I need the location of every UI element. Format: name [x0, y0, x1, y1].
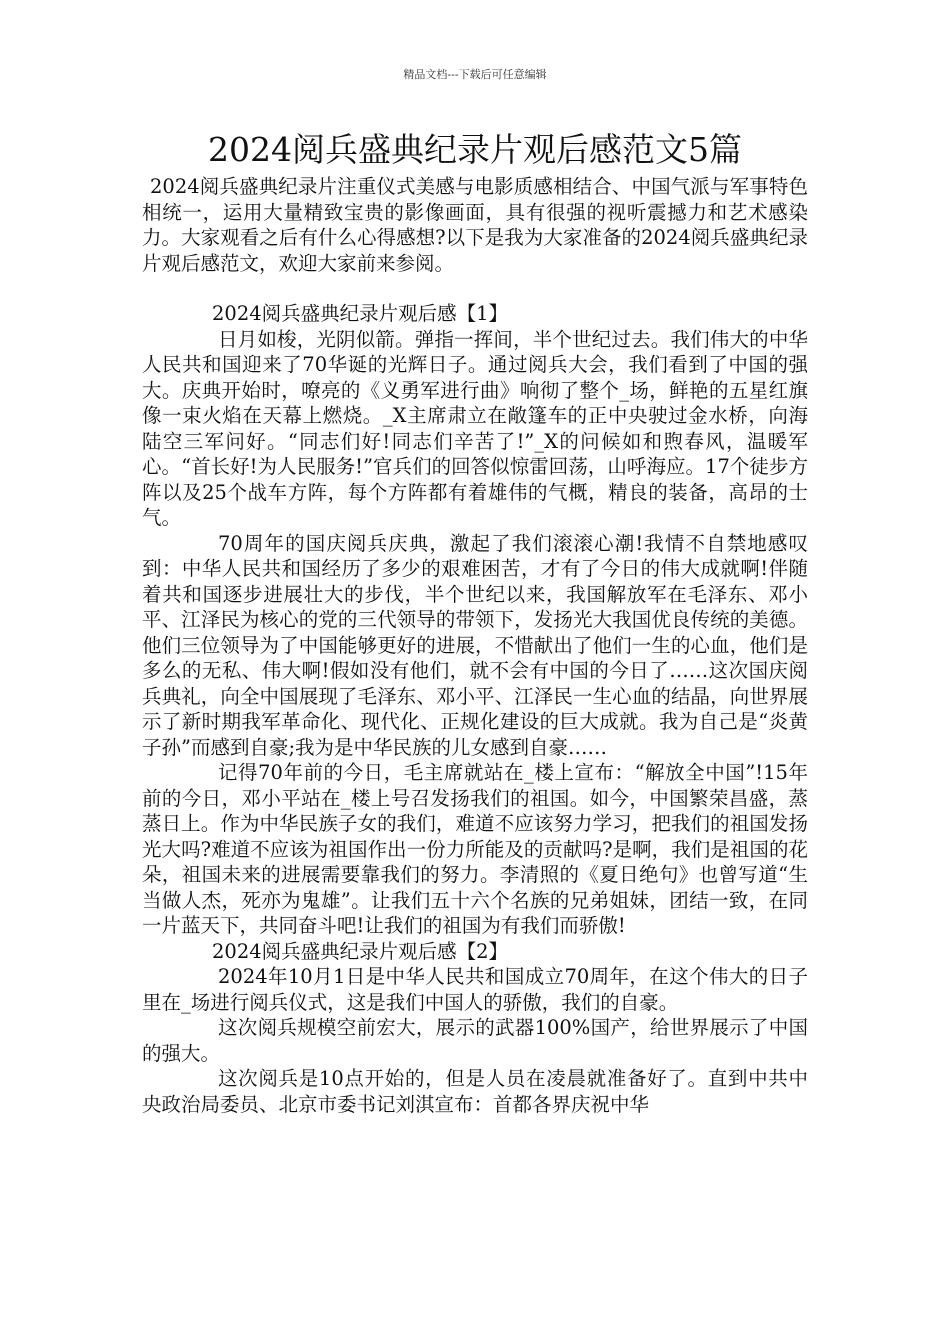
section-2 — [142, 939, 808, 1118]
paragraph: 记得70年前的今日，毛主席就站在_楼上宣布：“解放全中国”!15年前的今日，邓小平站在_楼上号召发扬我们的祖国。如今，中国繁荣昌盛，蒸蒸日上。作为中华民族子女的我们，难道不应该努力学习，把我们的祖国发扬光大吗?难道不应该为祖国作出一份力所能及的贡献吗?是啊，我们是祖国的花朵，祖国未来的进展需要靠我们的努力。李清照的《夏日绝句》也曾写道“生当做人杰，死亦为鬼雄”。让我们五十六个名族的兄弟姐妹，团结一致，在同一片蓝天下，共同奋斗吧!让我们的祖国为有我们而骄傲! — [142, 761, 808, 937]
document-body — [142, 174, 808, 1117]
page-header: 精品文档---下载后可任意编辑 — [403, 68, 547, 81]
spacer — [142, 276, 808, 301]
section-1 — [142, 301, 808, 939]
intro-paragraph: 2024阅兵盛典纪录片注重仪式美感与电影质感相结合、中国气派与军事特色相统一，运用大量精致宝贵的影像画面，具有很强的视听震撼力和艺术感染力。大家观看之后有什么心得感想?以下是我为大家准备的2024阅兵盛典纪录片观后感范文，欢迎大家前来参阅。 — [142, 175, 808, 275]
paragraph: 这次阅兵是10点开始的，但是人员在凌晨就准备好了。直到中共中央政治局委员、北京市委书记刘淇宣布：首都各界庆祝中华 — [142, 1067, 808, 1116]
paragraph: 70周年的国庆阅兵庆典，激起了我们滚滚心潮!我情不自禁地感叹到：中华人民共和国经历了多少的艰难困苦，才有了今日的伟大成就啊!伴随着共和国逐步进展壮大的步伐，半个世纪以来，我国解放军在毛泽东、邓小平、江泽民为核心的党的三代领导的带领下，发扬光大我国优良传统的美德。他们三位领导为了中国能够更好的进展，不惜献出了他们一生的心血，他们是多么的无私、伟大啊!假如没有他们，就不会有中国的今日了……这次国庆阅兵典礼，向全中国展现了毛泽东、邓小平、江泽民一生心血的结晶，向世界展示了新时期我军革命化、现代化、正规化建设的巨大成就。我为自己是“炎黄子孙”而感到自豪;我为是中华民族的儿女感到自豪…… — [142, 531, 808, 759]
paragraph: 日月如梭，光阴似箭。弹指一挥间，半个世纪过去。我们伟大的中华人民共和国迎来了70华诞的光辉日子。通过阅兵大会，我们看到了中国的强大。庆典开始时，嘹亮的《义勇军进行曲》响彻了整个_场，鲜艳的五星红旗像一束火焰在天幕上燃烧。_X主席肃立在敞篷车的正中央驶过金水桥，向海陆空三军问好。“同志们好!同志们辛苦了!”_X的问候如和煦春风，温暖军心。“首长好!为人民服务!”官兵们的回答似惊雷回荡，山呼海应。17个徒步方阵以及25个战车方阵，每个方阵都有着雄伟的气概，精良的装备，高昂的士气。 — [142, 327, 808, 529]
section-heading: 2024阅兵盛典纪录片观后感【1】 — [212, 302, 509, 325]
document-title: 2024阅兵盛典纪录片观后感范文5篇 — [208, 130, 742, 169]
section-heading: 2024阅兵盛典纪录片观后感【2】 — [212, 939, 509, 963]
paragraph: 2024年10月1日是中华人民共和国成立70周年，在这个伟大的日子里在_场进行阅兵仪式，这是我们中国人的骄傲，我们的自豪。 — [142, 965, 808, 1014]
paragraph: 这次阅兵规模空前宏大，展示的武器100%国产，给世界展示了中国的强大。 — [142, 1016, 808, 1065]
